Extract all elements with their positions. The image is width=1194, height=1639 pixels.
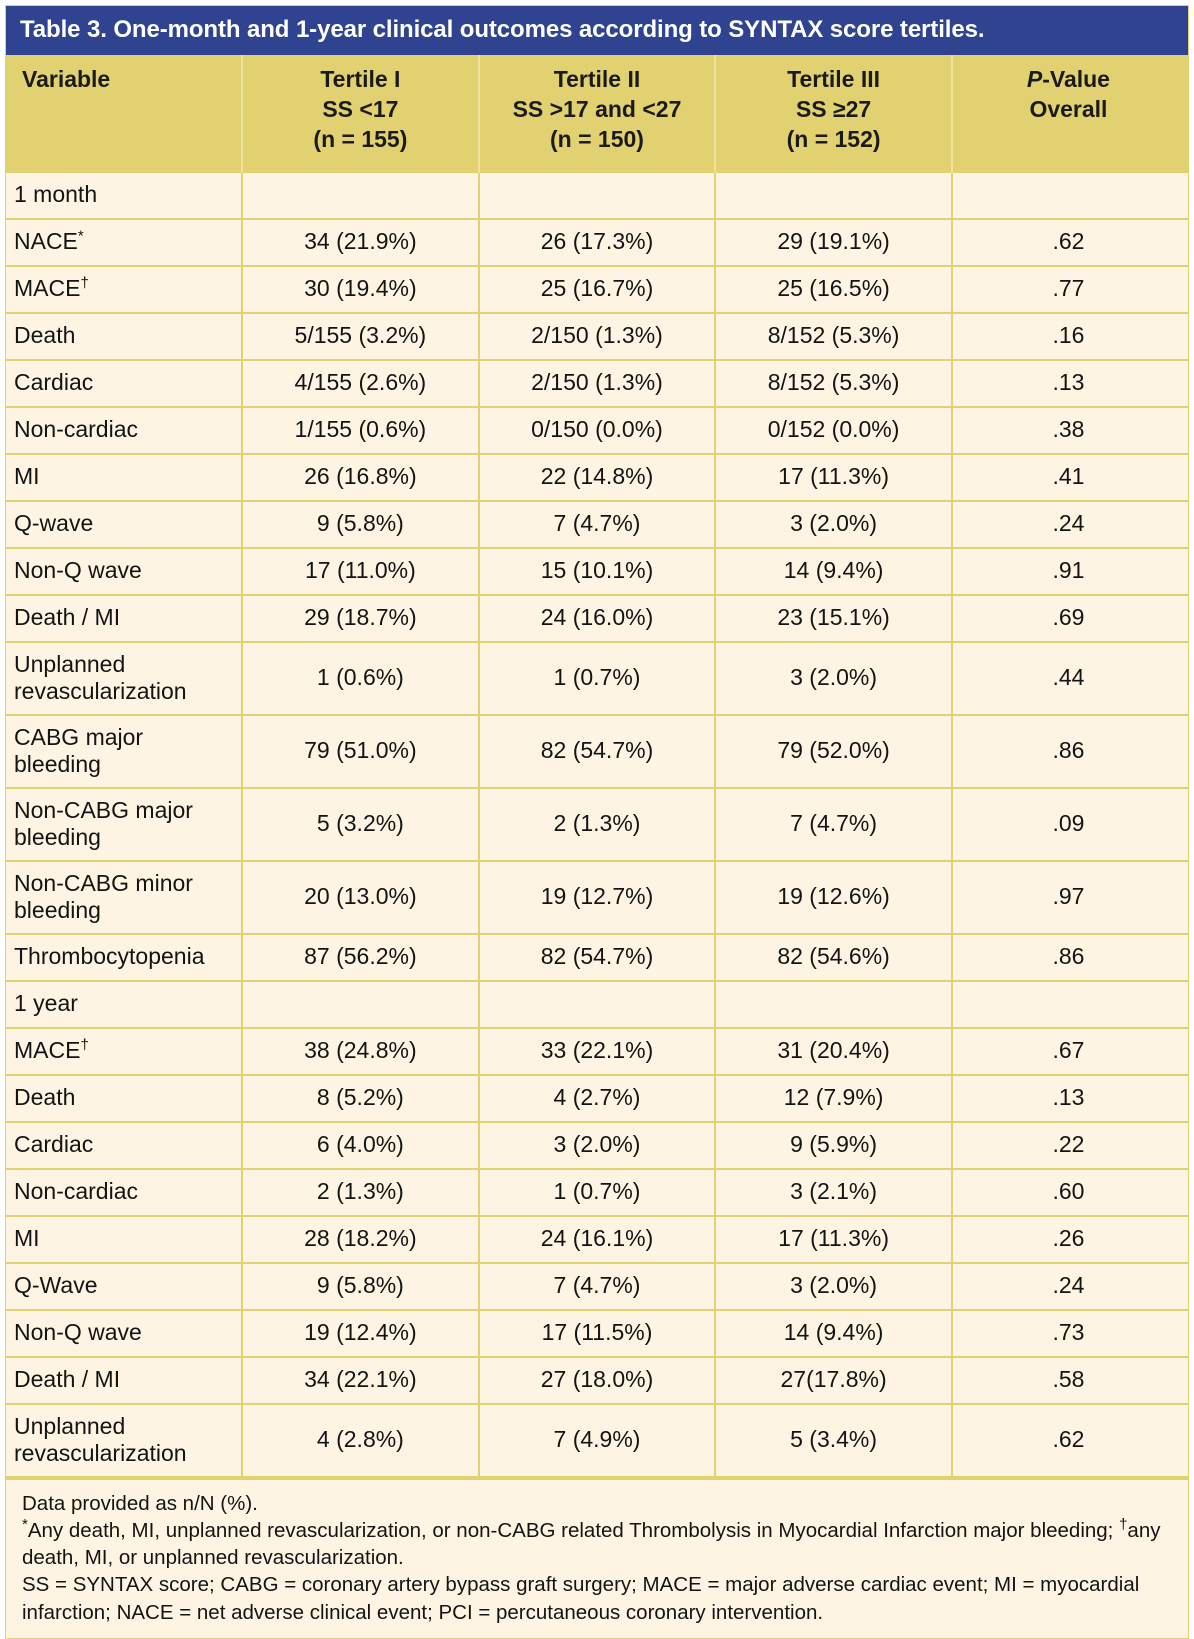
cell-tertile-3: 14 (9.4%) [715,548,952,595]
cell-p-value: .86 [952,715,1189,788]
cell-p-value: .67 [952,1028,1189,1075]
cell-tertile-3: 3 (2.0%) [715,1263,952,1310]
dagger-marker: † [1119,1516,1128,1534]
cell-p-value: .38 [952,407,1189,454]
clinical-outcomes-table [5,5,1189,1639]
cell-tertile-3: 79 (52.0%) [715,715,952,788]
row-label-text: NACE [14,228,78,255]
row-label [6,788,243,861]
cell-tertile-2: 2 (1.3%) [479,788,716,861]
cell-tertile-1: 2 (1.3%) [242,1169,479,1216]
row-label-text: Non-CABG major bleeding [14,796,193,850]
cell-tertile-2: 0/150 (0.0%) [479,407,716,454]
cell-p-value: .13 [952,360,1189,407]
cell-tertile-3: 31 (20.4%) [715,1028,952,1075]
cell-tertile-2: 7 (4.7%) [479,501,716,548]
cell-tertile-3: 82 (54.6%) [715,934,952,981]
cell-tertile-1: 8 (5.2%) [242,1075,479,1122]
table-title: Table 3. One-month and 1-year clinical outcomes according to SYNTAX score tertiles. [6,6,1189,56]
row-label [6,595,243,642]
cell-p-value: .69 [952,595,1189,642]
row-label-text: Cardiac [14,1131,94,1158]
cell-tertile-2: 2/150 (1.3%) [479,360,716,407]
table-row [6,595,1189,642]
cell-tertile-2: 82 (54.7%) [479,715,716,788]
cell-p-value: .73 [952,1310,1189,1357]
cell-p-value [952,981,1189,1028]
cell-p-value: .58 [952,1357,1189,1404]
row-label-text: CABG major bleeding [14,723,144,777]
cell-tertile-1: 1/155 (0.6%) [242,407,479,454]
row-label [6,501,243,548]
table-row [6,548,1189,595]
cell-tertile-1: 9 (5.8%) [242,501,479,548]
row-label [6,313,243,360]
row-label-text: MACE [14,275,81,302]
cell-tertile-1: 4/155 (2.6%) [242,360,479,407]
cell-p-value: .97 [952,861,1189,934]
cell-tertile-3: 23 (15.1%) [715,595,952,642]
column-header-variable [6,55,243,172]
cell-p-value: .44 [952,642,1189,715]
row-label [6,981,243,1028]
cell-tertile-1: 17 (11.0%) [242,548,479,595]
cell-tertile-3: 14 (9.4%) [715,1310,952,1357]
cell-tertile-2: 4 (2.7%) [479,1075,716,1122]
cell-p-value: .26 [952,1216,1189,1263]
table-row [6,172,1189,219]
cell-tertile-3: 27(17.8%) [715,1357,952,1404]
table-title-row [6,6,1189,56]
row-label-text: Q-wave [14,510,94,537]
table-row [6,266,1189,313]
row-label [6,1075,243,1122]
cell-tertile-2: 7 (4.7%) [479,1263,716,1310]
p-value-label: P-Value [1026,66,1110,92]
cell-tertile-3: 12 (7.9%) [715,1075,952,1122]
cell-tertile-2: 27 (18.0%) [479,1357,716,1404]
cell-tertile-2: 1 (0.7%) [479,1169,716,1216]
row-label [6,266,243,313]
cell-tertile-2: 25 (16.7%) [479,266,716,313]
cell-tertile-3: 8/152 (5.3%) [715,360,952,407]
row-label-text: Death [14,322,76,349]
cell-tertile-1: 1 (0.6%) [242,642,479,715]
table-row [6,454,1189,501]
table-row [6,1216,1189,1263]
footnote-marker: * [77,227,84,245]
column-header-p-value [952,55,1189,172]
footnote-row [6,1478,1189,1639]
table-row [6,1122,1189,1169]
row-label [6,219,243,266]
table-row [6,715,1189,788]
footnote-marker: † [80,274,89,292]
footnote-line-2b-text: any death, MI, or unplanned revascularization. [22,1518,1161,1570]
cell-tertile-2: 26 (17.3%) [479,219,716,266]
row-label-text: 1 year [14,990,78,1017]
table-row [6,313,1189,360]
cell-p-value: .91 [952,548,1189,595]
cell-p-value: .22 [952,1122,1189,1169]
cell-p-value: .62 [952,1404,1189,1478]
row-label [6,1404,243,1478]
row-label [6,1122,243,1169]
table-row [6,934,1189,981]
cell-tertile-1: 5 (3.2%) [242,788,479,861]
row-label-text: MI [14,463,40,490]
row-label [6,1028,243,1075]
tertile-2-name: Tertile II [553,66,641,92]
cell-p-value: .24 [952,1263,1189,1310]
column-header-tertile-1 [242,55,479,172]
table-row [6,1357,1189,1404]
cell-tertile-1 [242,172,479,219]
cell-tertile-2: 82 (54.7%) [479,934,716,981]
tertile-1-n: (n = 155) [313,125,408,152]
row-label [6,861,243,934]
row-label-text: Non-Q wave [14,557,142,584]
cell-tertile-1 [242,981,479,1028]
row-label-text: 1 month [14,181,98,208]
cell-tertile-2: 33 (22.1%) [479,1028,716,1075]
cell-tertile-3: 0/152 (0.0%) [715,407,952,454]
cell-tertile-3: 17 (11.3%) [715,454,952,501]
cell-p-value: .41 [952,454,1189,501]
cell-tertile-1: 6 (4.0%) [242,1122,479,1169]
cell-tertile-2 [479,172,716,219]
tertile-2-range: SS >17 and <27 [512,95,682,122]
row-label-text: Non-CABG minor bleeding [14,869,193,923]
column-header-tertile-2 [479,55,716,172]
cell-tertile-1: 5/155 (3.2%) [242,313,479,360]
cell-tertile-2 [479,981,716,1028]
cell-p-value: .77 [952,266,1189,313]
column-header-row [6,55,1189,172]
cell-tertile-1: 34 (22.1%) [242,1357,479,1404]
row-label-text: Non-cardiac [14,416,138,443]
cell-tertile-3: 7 (4.7%) [715,788,952,861]
row-label-text: Unplanned revascularization [14,650,187,704]
tertile-2-n: (n = 150) [550,125,644,152]
row-label [6,407,243,454]
row-label-text: MI [14,1225,40,1252]
cell-tertile-3: 5 (3.4%) [715,1404,952,1478]
p-value-sub-label: Overall [1029,95,1108,122]
cell-tertile-2: 1 (0.7%) [479,642,716,715]
footnotes [6,1478,1189,1639]
cell-tertile-2: 22 (14.8%) [479,454,716,501]
cell-tertile-1: 87 (56.2%) [242,934,479,981]
row-label-text: Unplanned revascularization [14,1412,187,1466]
row-label-text: Death / MI [14,604,121,631]
cell-tertile-2: 24 (16.1%) [479,1216,716,1263]
cell-tertile-3 [715,172,952,219]
row-label [6,1169,243,1216]
row-label [6,1357,243,1404]
cell-tertile-1: 30 (19.4%) [242,266,479,313]
row-label-text: Death / MI [14,1366,121,1393]
cell-tertile-3: 3 (2.1%) [715,1169,952,1216]
cell-p-value [952,172,1189,219]
cell-p-value: .62 [952,219,1189,266]
cell-tertile-1: 34 (21.9%) [242,219,479,266]
cell-tertile-2: 7 (4.9%) [479,1404,716,1478]
cell-tertile-3: 19 (12.6%) [715,861,952,934]
cell-tertile-1: 20 (13.0%) [242,861,479,934]
table-row [6,219,1189,266]
footnote-line-3: SS = SYNTAX score; CABG = coronary artery bypass graft surgery; MACE = major adverse cardiac event; MI = myocardial infarction; NACE = net adverse clinical event; PCI = percutaneous coronary intervention. [22,1573,1140,1624]
table-row [6,501,1189,548]
cell-tertile-1: 28 (18.2%) [242,1216,479,1263]
cell-tertile-1: 19 (12.4%) [242,1310,479,1357]
cell-tertile-2: 15 (10.1%) [479,548,716,595]
table-row [6,642,1189,715]
table-row [6,407,1189,454]
tertile-3-range: SS ≥27 [795,95,872,122]
cell-tertile-3: 29 (19.1%) [715,219,952,266]
tertile-1-range: SS <17 [322,95,399,122]
table-body [6,172,1189,1478]
row-label [6,1310,243,1357]
cell-tertile-2: 2/150 (1.3%) [479,313,716,360]
row-label [6,548,243,595]
table-row [6,861,1189,934]
row-label-text: Thrombocytopenia [14,943,205,970]
footnote-marker: † [80,1036,89,1054]
row-label-text: MACE [14,1037,81,1064]
row-label-text: Death [14,1084,76,1111]
table-head [6,6,1189,172]
table-row [6,981,1189,1028]
cell-tertile-3: 9 (5.9%) [715,1122,952,1169]
cell-tertile-3: 3 (2.0%) [715,642,952,715]
cell-tertile-2: 19 (12.7%) [479,861,716,934]
table-row [6,1028,1189,1075]
row-label [6,1263,243,1310]
cell-p-value: .24 [952,501,1189,548]
tertile-1-name: Tertile I [320,66,401,92]
column-header-variable-label: Variable [22,66,111,92]
column-header-tertile-3 [715,55,952,172]
cell-p-value: .16 [952,313,1189,360]
cell-tertile-3: 8/152 (5.3%) [715,313,952,360]
cell-tertile-3: 25 (16.5%) [715,266,952,313]
cell-tertile-2: 3 (2.0%) [479,1122,716,1169]
cell-p-value: .60 [952,1169,1189,1216]
table-row [6,1404,1189,1478]
cell-tertile-3 [715,981,952,1028]
cell-tertile-1: 9 (5.8%) [242,1263,479,1310]
row-label [6,454,243,501]
cell-tertile-1: 79 (51.0%) [242,715,479,788]
cell-tertile-3: 3 (2.0%) [715,501,952,548]
row-label [6,934,243,981]
row-label [6,172,243,219]
cell-tertile-3: 17 (11.3%) [715,1216,952,1263]
row-label [6,1216,243,1263]
row-label [6,360,243,407]
cell-tertile-2: 24 (16.0%) [479,595,716,642]
asterisk-marker: * [22,1516,28,1534]
footnote-line-2 [22,1517,1174,1572]
footnote-line-1: Data provided as n/N (%). [22,1491,258,1515]
row-label [6,715,243,788]
cell-tertile-1: 4 (2.8%) [242,1404,479,1478]
cell-tertile-1: 29 (18.7%) [242,595,479,642]
cell-tertile-1: 26 (16.8%) [242,454,479,501]
table-row [6,1169,1189,1216]
footnote-line-2-text: Any death, MI, unplanned revascularization, or non-CABG related Thrombolysis in Myocardial Infarction major bleeding; [27,1518,1120,1542]
table-row [6,1310,1189,1357]
cell-p-value: .86 [952,934,1189,981]
cell-tertile-1: 38 (24.8%) [242,1028,479,1075]
row-label-text: Non-Q wave [14,1319,142,1346]
tertile-3-n: (n = 152) [786,125,881,152]
row-label-text: Cardiac [14,369,94,396]
table-row [6,1075,1189,1122]
cell-p-value: .13 [952,1075,1189,1122]
row-label-text: Non-cardiac [14,1178,138,1205]
table-row [6,788,1189,861]
cell-tertile-2: 17 (11.5%) [479,1310,716,1357]
cell-p-value: .09 [952,788,1189,861]
row-label [6,642,243,715]
table-row [6,360,1189,407]
row-label-text: Q-Wave [14,1272,98,1299]
tertile-3-name: Tertile III [787,66,881,92]
table-foot [6,1478,1189,1639]
table-row [6,1263,1189,1310]
